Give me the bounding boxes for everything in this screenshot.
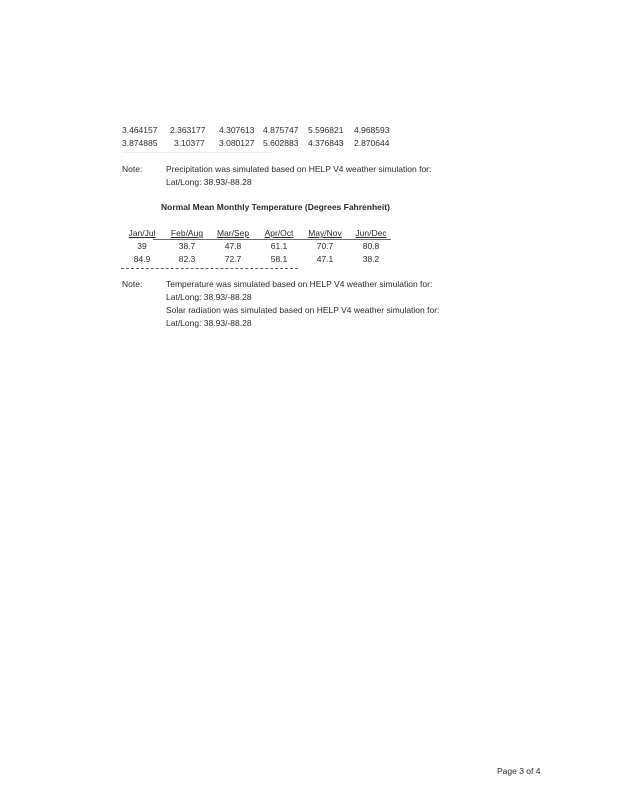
divider — [122, 152, 272, 153]
temperature-cell: 61.1 — [270, 241, 288, 251]
temperature-header-cell: Mar/Sep — [216, 228, 250, 238]
temperature-cell: 80.8 — [362, 241, 380, 251]
precip-cell: 5.596821 — [308, 125, 344, 135]
temperature-cell: 39 — [137, 241, 147, 251]
temperature-row-1 — [0, 241, 618, 253]
precip-note-label: Note: — [122, 164, 143, 174]
precip-cell: 2.363177 — [170, 125, 206, 135]
temperature-title: Normal Mean Monthly Temperature (Degrees Fahrenheit) — [161, 202, 390, 212]
temperature-header-cell: May/Nov — [308, 228, 342, 238]
temperature-cell: 38.7 — [178, 241, 196, 251]
precip-cell: 3.874885 — [122, 138, 158, 148]
temperature-cell: 47.1 — [316, 254, 334, 264]
temperature-cell: 58.1 — [270, 254, 288, 264]
temperature-note-line-1: Temperature was simulated based on HELP V4 weather simulation for: — [166, 279, 433, 289]
dashed-divider — [121, 268, 298, 269]
precip-cell: 3.464157 — [122, 125, 158, 135]
temperature-cell: 38.2 — [362, 254, 380, 264]
precip-cell: 4.376843 — [308, 138, 344, 148]
temperature-header-cell: Jan/Jul — [128, 228, 156, 238]
precip-cell: 5.602883 — [263, 138, 299, 148]
precip-note-line-2: Lat/Long: 38.93/-88.28 — [166, 177, 252, 187]
precip-cell: 4.968593 — [354, 125, 390, 135]
temperature-cell: 47.8 — [224, 241, 242, 251]
page-number: Page 3 of 4 — [497, 766, 541, 776]
temperature-header-cell: Feb/Aug — [170, 228, 204, 238]
temperature-cell: 84.9 — [133, 254, 151, 264]
header-rule — [153, 239, 391, 240]
precip-cell: 3.080127 — [219, 138, 255, 148]
temperature-header-cell: Apr/Oct — [264, 228, 294, 238]
precip-cell: 3.10377 — [174, 138, 205, 148]
temperature-header-cell: Jun/Dec — [355, 228, 387, 238]
temperature-note-label: Note: — [122, 279, 143, 289]
temperature-row-2 — [0, 254, 618, 266]
temperature-cell: 82.3 — [178, 254, 196, 264]
precip-cell: 4.307613 — [219, 125, 255, 135]
temperature-note-line-2: Lat/Long: 38.93/-88.28 — [166, 292, 252, 302]
precip-cell: 4.875747 — [263, 125, 299, 135]
precip-note-line-1: Precipitation was simulated based on HELP V4 weather simulation for: — [166, 164, 432, 174]
precip-cell: 2.870644 — [354, 138, 390, 148]
solar-note-line-1: Solar radiation was simulated based on HELP V4 weather simulation for: — [166, 305, 440, 315]
temperature-cell: 70.7 — [316, 241, 334, 251]
solar-note-line-2: Lat/Long: 38.93/-88.28 — [166, 318, 252, 328]
temperature-cell: 72.7 — [224, 254, 242, 264]
